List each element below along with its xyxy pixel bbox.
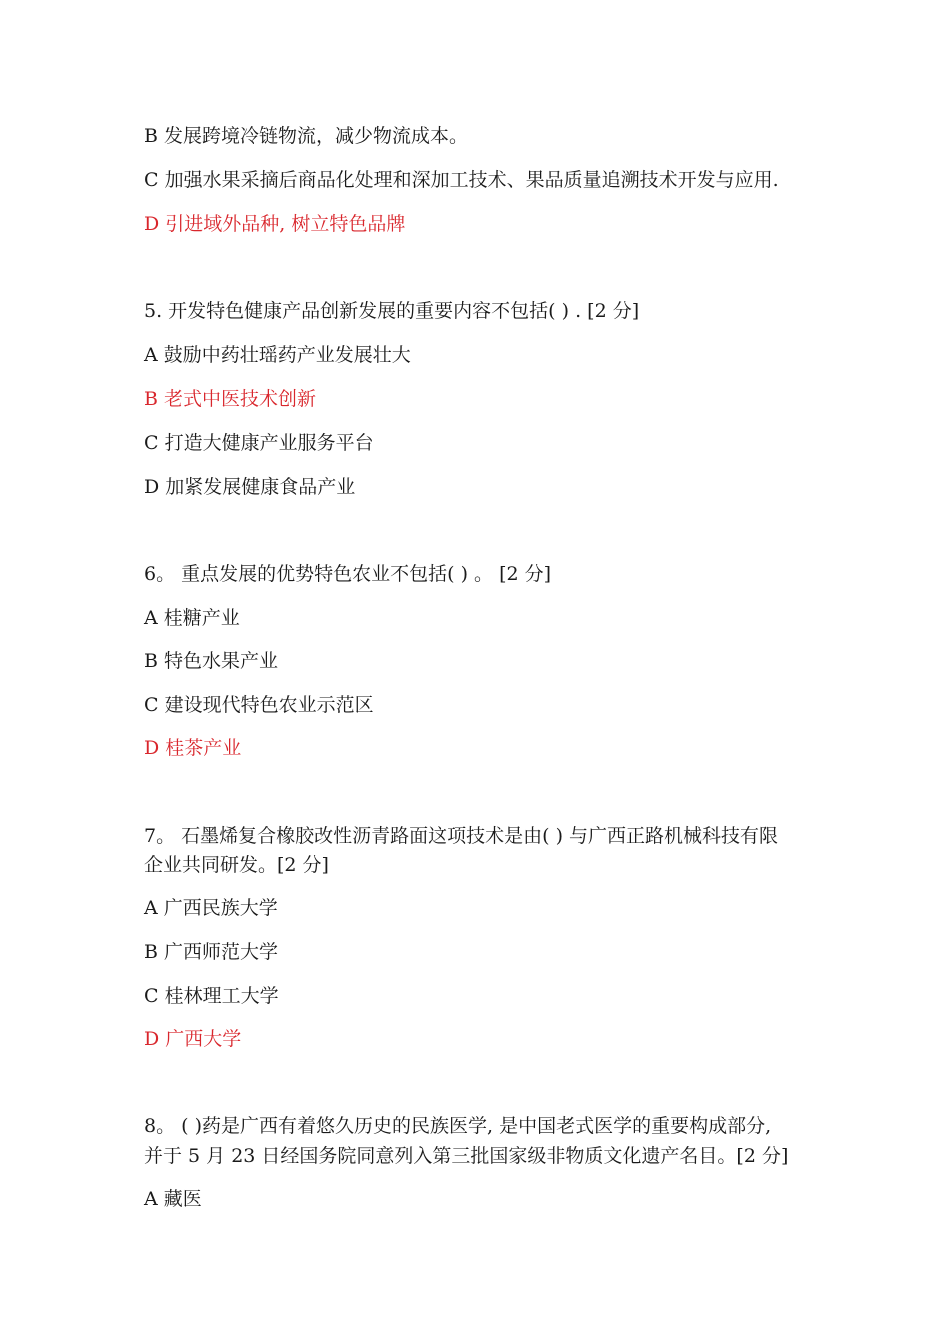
q6-option-c: C 建设现代特色农业示范区 [144,694,374,716]
q4-option-c: C 加强水果采摘后商品化处理和深加工技术、果品质量追溯技术开发与应用. [144,169,779,191]
q7-option-d-correct: D 广西大学 [144,1028,242,1050]
q4-option-b: B 发展跨境冷链物流，减少物流成本。 [144,125,469,147]
q8-stem-line1: 8。 ( )药是广西有着悠久历史的民族医学, 是中国老式医学的重要构成部分, [144,1115,772,1137]
q5-option-c: C 打造大健康产业服务平台 [144,432,374,454]
q5-option-a: A 鼓励中药壮瑶药产业发展壮大 [144,344,411,366]
q7-option-c: C 桂林理工大学 [144,985,279,1007]
q7-option-a: A 广西民族大学 [144,897,278,919]
q6-option-b: B 特色水果产业 [144,650,279,672]
q7-stem-line2: 企业共同研发。[2 分] [144,854,329,876]
q8-option-a: A 藏医 [144,1188,202,1210]
q7-option-b: B 广西师范大学 [144,941,279,963]
q6-stem: 6。 重点发展的优势特色农业不包括( ) 。 [2 分] [144,563,552,585]
q5-option-d: D 加紧发展健康食品产业 [144,476,356,498]
q5-option-b-correct: B 老式中医技术创新 [144,388,317,410]
q6-option-a: A 桂糖产业 [144,607,240,629]
q8-stem-line2: 并于 5 月 23 日经国务院同意列入第三批国家级非物质文化遗产名目。[2 分] [144,1145,789,1167]
q6-option-d-correct: D 桂茶产业 [144,737,242,759]
q5-stem: 5. 开发特色健康产品创新发展的重要内容不包括( ) . [2 分] [144,300,640,322]
q4-option-d-correct: D 引进域外品种, 树立特色品牌 [144,213,406,235]
q7-stem-line1: 7。 石墨烯复合橡胶改性沥青路面这项技术是由( ) 与广西正路机械科技有限 [144,825,779,847]
